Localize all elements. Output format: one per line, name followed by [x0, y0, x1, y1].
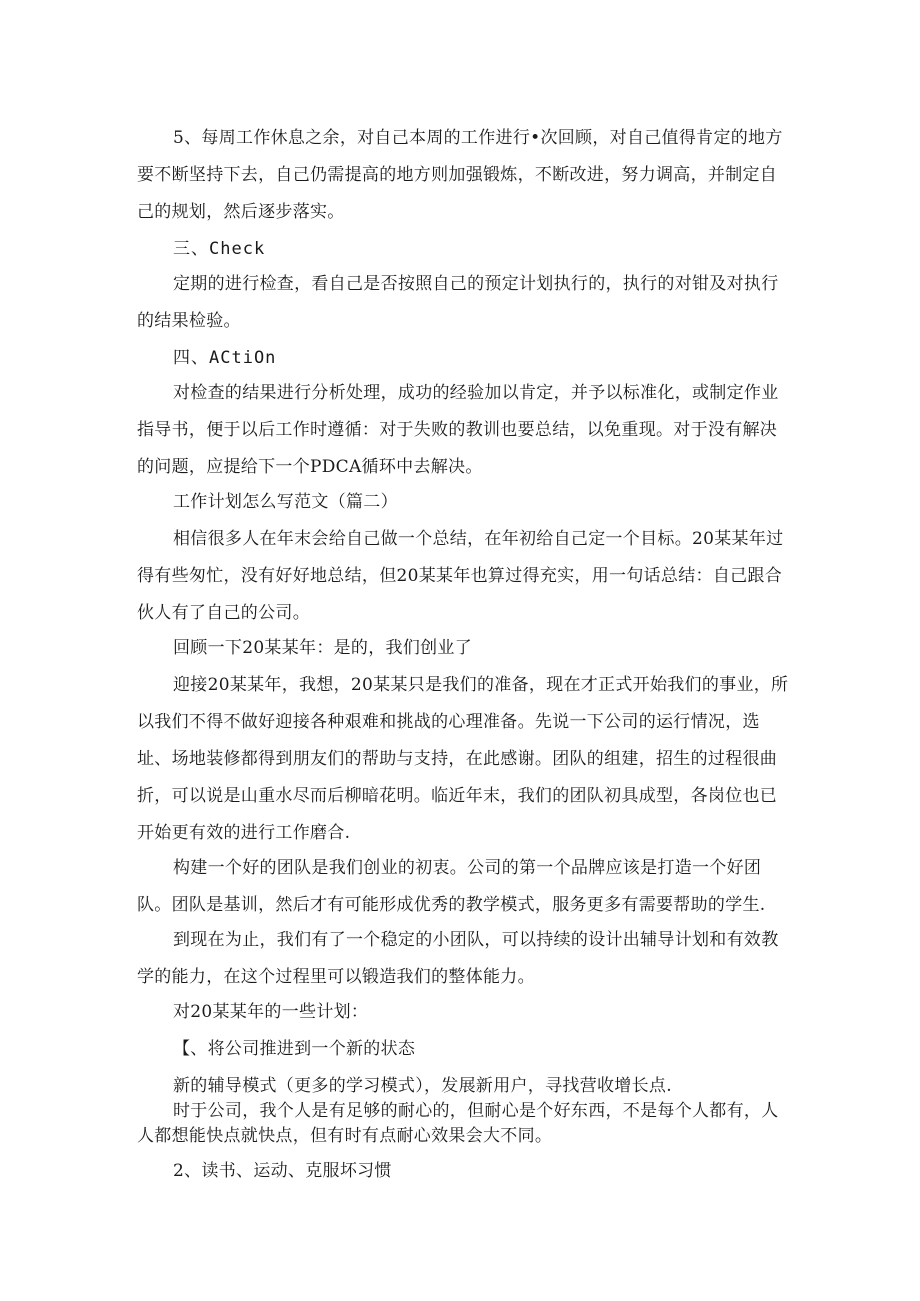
- paragraph-line: 伙人有了自己的公司。: [137, 603, 310, 623]
- paragraph-line: 时于公司，我个人是有足够的耐心的，但耐心是个好东西，不是每个人都有，人: [173, 1101, 779, 1121]
- paragraph-line: 的问题，应提给下一个PDCA循环中去解决。: [137, 457, 483, 477]
- paragraph-line: 得有些匆忙，没有好好地总结，但20某某年也算过得充实，用一句话总结：自己跟合: [137, 566, 783, 586]
- paragraph-line: 以我们不得不做好迎接各种艰难和挑战的心理准备。先说一下公司的运行情况，选: [137, 712, 760, 732]
- paragraph-line: 对检查的结果进行分析处理，成功的经验加以肯定，并予以标准化，或制定作业: [173, 383, 779, 403]
- paragraph-line: 折，可以说是山重水尽而后柳暗花明。临近年末，我们的团队初具成型，各岗位也已: [137, 786, 778, 806]
- paragraph-line: 对20某某年的一些计划：: [173, 1002, 369, 1022]
- paragraph-line: 己的规划，然后逐步落实。: [137, 202, 345, 222]
- paragraph-line: 学的能力，在这个过程里可以锻造我们的整体能力。: [137, 967, 535, 987]
- paragraph-line: 的结果检验。: [137, 311, 241, 331]
- section-heading-action: 四、ACtiOn: [173, 348, 277, 368]
- paragraph-line: 相信很多人在年末会给自己做一个总结，在年初给自己定一个目标。20某某年过: [173, 529, 784, 549]
- list-item-heading: 2、读书、运动、克服坏习惯: [173, 1161, 392, 1181]
- paragraph-line: 指导书，便于以后工作时遵循：对于失败的教训也要总结，以免重现。对于没有解决: [137, 420, 778, 440]
- paragraph-line: 构建一个好的团队是我们创业的初衷。公司的第一个品牌应该是打造一个好团: [173, 858, 762, 878]
- paragraph-line: 定期的进行检查，看自己是否按照自己的预定计划执行的，执行的对钳及对执行: [173, 274, 779, 294]
- paragraph-line: 址、场地装修都得到朋友们的帮助与支持，在此感谢。团队的组建，招生的过程很曲: [137, 749, 778, 769]
- section-heading-check: 三、Check: [173, 239, 266, 259]
- paragraph-line: 要不断坚持下去，自己仍需提高的地方则加强锻炼，不断改进，努力调高，并制定自: [137, 165, 778, 185]
- paragraph-line: 队。团队是基训，然后才有可能形成优秀的教学模式，服务更多有需要帮助的学生.: [137, 895, 766, 915]
- paragraph-line: 回顾一下20某某年：是的，我们创业了: [173, 638, 473, 658]
- paragraph-line: 5、每周工作休息之余，对自己本周的工作进行•次回顾，对自己值得肯定的地方: [173, 128, 783, 148]
- paragraph-line: 迎接20某某年，我想，20某某只是我们的准备，现在才正式开始我们的事业，所: [173, 675, 789, 695]
- paragraph-line: 人都想能快点就快点，但有时有点耐心效果会大不同。: [137, 1126, 553, 1146]
- paragraph-line: 到现在为止，我们有了一个稳定的小团队，可以持续的设计出辅导计划和有效教: [173, 930, 779, 950]
- paragraph-line: 新的辅导模式（更多的学习模式），发展新用户，寻找营收增长点.: [173, 1076, 672, 1096]
- paragraph-line: 开始更有效的进行工作磨合.: [137, 823, 351, 843]
- article-subtitle: 工作计划怎么写范文（篇二）: [173, 492, 398, 512]
- list-item-heading: 【、将公司推进到一个新的状态: [173, 1039, 416, 1059]
